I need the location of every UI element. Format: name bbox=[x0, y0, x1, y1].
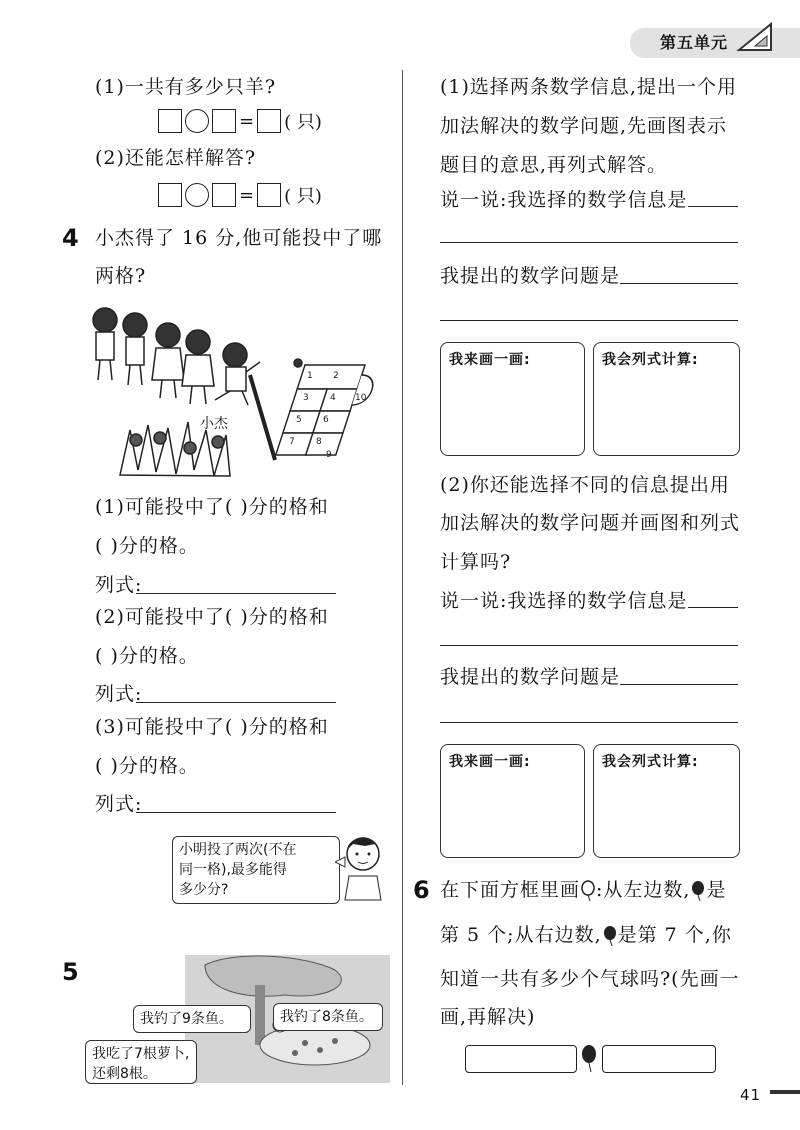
bubble-line: 多少分? bbox=[179, 882, 229, 898]
answer-line[interactable] bbox=[620, 283, 738, 284]
q5p2-ask: 我提出的数学问题是 bbox=[440, 666, 621, 688]
answer-line[interactable] bbox=[688, 607, 738, 608]
q6-line3: 知道一共有多少个气球吗?(先画一 bbox=[440, 968, 740, 990]
q6-text: 是第 7 个,你 bbox=[617, 924, 732, 946]
q6-line2 bbox=[440, 923, 732, 947]
grid-number: 6 bbox=[323, 415, 329, 425]
q4-part2-formula: 列式: bbox=[95, 683, 143, 705]
xiaojie-label: 小杰 bbox=[200, 416, 228, 432]
black-balloon-icon bbox=[602, 925, 618, 947]
grid-number: 3 bbox=[303, 393, 309, 403]
q6-line1 bbox=[440, 878, 726, 902]
xiaoming-speech-bubble bbox=[172, 836, 340, 904]
q5p1-line3: 题目的意思,再列式解答。 bbox=[440, 154, 668, 176]
answer-line[interactable] bbox=[688, 206, 738, 207]
q6-line4: 画,再解决) bbox=[440, 1006, 536, 1028]
q6-text: 第 5 个;从右边数, bbox=[440, 924, 602, 946]
grid-number: 2 bbox=[333, 371, 339, 381]
q6-text: 在下面方框里画 bbox=[440, 879, 581, 901]
q4-number: 4 bbox=[62, 224, 79, 252]
q6-text: 是 bbox=[706, 879, 727, 901]
page-number-decoration bbox=[770, 1090, 800, 1094]
unit-title: 第五单元 bbox=[660, 33, 729, 52]
q4-part2-line2: ( )分的格。 bbox=[95, 645, 199, 667]
q5p2-line2: 加法解决的数学问题并画图和列式 bbox=[440, 512, 741, 534]
left-answer-frame[interactable] bbox=[465, 1045, 577, 1073]
black-balloon-icon bbox=[690, 880, 706, 902]
operator-circle[interactable] bbox=[185, 183, 209, 207]
answer-box[interactable] bbox=[212, 183, 236, 207]
q4-prompt-line1: 小杰得了 16 分,他可能投中了哪 bbox=[95, 227, 383, 249]
q5-number: 5 bbox=[62, 958, 79, 986]
calc-label: 我会列式计算: bbox=[602, 352, 699, 368]
draw-panel[interactable] bbox=[440, 342, 585, 456]
grid-number: 4 bbox=[330, 393, 336, 403]
empty-balloon-icon bbox=[580, 880, 596, 902]
formula-answer-line[interactable] bbox=[136, 812, 336, 813]
q5p1-ask: 我提出的数学问题是 bbox=[440, 265, 621, 287]
grid-number: 1 bbox=[307, 371, 313, 381]
q5p2-line1: (2)你还能选择不同的信息提出用 bbox=[440, 474, 730, 496]
q3-equation-2: = ( 只) bbox=[158, 182, 322, 208]
q4-part1-line2: ( )分的格。 bbox=[95, 535, 199, 557]
answer-box[interactable] bbox=[257, 183, 281, 207]
answer-box[interactable] bbox=[212, 109, 236, 133]
answer-line[interactable] bbox=[440, 320, 738, 321]
q6-number: 6 bbox=[413, 876, 430, 904]
draw-label: 我来画一画: bbox=[449, 754, 531, 770]
q6-text: :从左边数, bbox=[596, 879, 691, 901]
q5p1-line2: 加法解决的数学问题,先画图表示 bbox=[440, 115, 728, 137]
q4-part3-line2: ( )分的格。 bbox=[95, 755, 199, 777]
q4-prompt-line2: 两格? bbox=[95, 265, 147, 287]
answer-box[interactable] bbox=[158, 183, 182, 207]
formula-answer-line[interactable] bbox=[136, 593, 336, 594]
calc-panel[interactable] bbox=[593, 342, 740, 456]
q3-sub1: (1)一共有多少只羊? bbox=[95, 76, 277, 98]
unit-label: ( 只) bbox=[284, 186, 322, 207]
unit-label: ( 只) bbox=[284, 112, 322, 133]
calc-label: 我会列式计算: bbox=[602, 754, 699, 770]
xiaoming-avatar bbox=[335, 832, 385, 902]
grid-number: 8 bbox=[316, 437, 322, 447]
bubble-line: 小明投了两次(不在 bbox=[179, 842, 297, 858]
q4-part1-line1: (1)可能投中了( )分的格和 bbox=[95, 496, 329, 518]
page-number: 41 bbox=[740, 1086, 762, 1104]
draw-panel[interactable] bbox=[440, 744, 585, 858]
grid-number: 5 bbox=[296, 415, 302, 425]
answer-line[interactable] bbox=[440, 722, 738, 723]
black-balloon-icon bbox=[580, 1044, 598, 1074]
q5p2-say: 说一说:我选择的数学信息是 bbox=[440, 590, 688, 612]
column-divider bbox=[402, 70, 403, 1085]
q4-part3-formula: 列式: bbox=[95, 793, 143, 815]
grid-number: 9 bbox=[326, 450, 332, 460]
bubble-line: 还剩8根。 bbox=[92, 1066, 157, 1082]
q5p1-line1: (1)选择两条数学信息,提出一个用 bbox=[440, 76, 737, 98]
answer-line[interactable] bbox=[440, 645, 738, 646]
formula-answer-line[interactable] bbox=[136, 702, 336, 703]
ruler-triangle-icon bbox=[735, 20, 775, 54]
draw-label: 我来画一画: bbox=[449, 352, 531, 368]
grid-number: 7 bbox=[289, 437, 295, 447]
calc-panel[interactable] bbox=[593, 744, 740, 858]
kids-throwing-illustration bbox=[90, 300, 390, 485]
fish-bubble-9: 我钓了9条鱼。 bbox=[133, 1005, 251, 1033]
fish-bubble-8: 我钓了8条鱼。 bbox=[273, 1003, 383, 1031]
q5p2-line3: 计算吗? bbox=[440, 551, 512, 573]
q5p1-say: 说一说:我选择的数学信息是 bbox=[440, 189, 688, 211]
operator-circle[interactable] bbox=[185, 109, 209, 133]
answer-line[interactable] bbox=[440, 242, 738, 243]
answer-box[interactable] bbox=[257, 109, 281, 133]
right-answer-frame[interactable] bbox=[602, 1045, 716, 1073]
carrot-bubble bbox=[85, 1040, 197, 1084]
bubble-line: 同一格),最多能得 bbox=[179, 862, 287, 878]
bubble-line: 我吃了7根萝卜, bbox=[92, 1046, 190, 1062]
grid-number: 10 bbox=[355, 393, 367, 403]
q4-part3-line1: (3)可能投中了( )分的格和 bbox=[95, 716, 329, 738]
q4-part2-line1: (2)可能投中了( )分的格和 bbox=[95, 606, 329, 628]
answer-box[interactable] bbox=[158, 109, 182, 133]
q3-sub2: (2)还能怎样解答? bbox=[95, 147, 257, 169]
answer-line[interactable] bbox=[620, 684, 738, 685]
q4-part1-formula: 列式: bbox=[95, 574, 143, 596]
q3-equation-1: = ( 只) bbox=[158, 108, 322, 134]
